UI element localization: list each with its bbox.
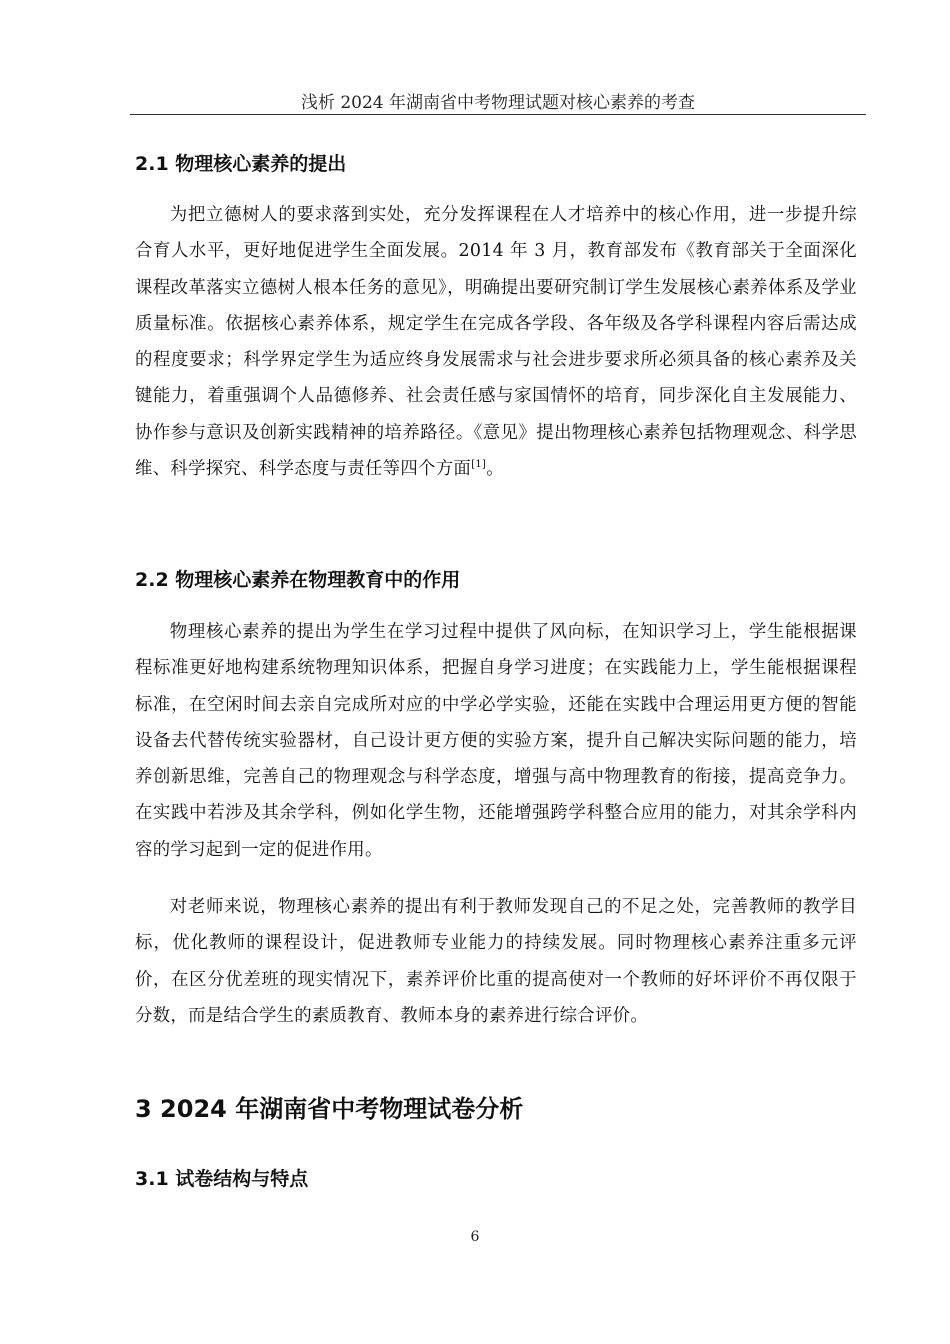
page-number: 6 — [470, 1229, 480, 1245]
section-heading-3-1: 3.1 试卷结构与特点 — [135, 1168, 309, 1190]
chapter-heading-3: 3 2024 年湖南省中考物理试卷分析 — [135, 1095, 524, 1123]
paragraph-2-2-1: 物理核心素养的提出为学生在学习过程中提供了风向标，在知识学习上，学生能根据课程标准更好地构建系统物理知识体系，把握自身学习进度；在实践能力上，学生能根据课程标准，在空闲时间去亲自完成所对应的中学必学实验，还能在实践中合理运用更方便的智能设备去代替传统实验器材，自己设计更方便的实验方案，提升自己解决实际问题的能力，培养创新思维，完善自己的物理观念与科学态度，增强与高中物理教育的衔接，提高竞争力。在实践中若涉及其余学科，例如化学生物，还能增强跨学科整合应用的能力，对其余学科内容的学习起到一定的促进作用。 — [135, 622, 857, 860]
citation-ref: [1] — [471, 459, 487, 471]
paragraph-2-2-2: 对老师来说，物理核心素养的提出有利于教师发现自己的不足之处，完善教师的教学目标，优化教师的课程设计，促进教师专业能力的持续发展。同时物理核心素养注重多元评价，在区分优差班的现实情况下，素养评价比重的提高使对一个教师的好坏评价不再仅限于分数，而是结合学生的素质教育、教师本身的素养进行综合评价。 — [135, 897, 857, 1026]
section-heading-2-2: 2.2 物理核心素养在物理教育中的作用 — [135, 569, 461, 591]
paragraph-end: 。 — [486, 459, 504, 480]
header-rule — [130, 114, 866, 115]
running-header: 浅析 2024 年湖南省中考物理试题对核心素养的考查 — [300, 93, 696, 113]
paragraph-2-1-1 — [135, 197, 857, 487]
paragraph-text: 为把立德树人的要求落到实处，充分发挥课程在人才培养中的核心作用，进一步提升综合育人水平，更好地促进学生全面发展。2014 年 3 月，教育部发布《教育部关于全面深化课程改革落实立德树人根本任务的意见》，明确提出要研究制订学生发展核心素养体系及学业质量标准。依据核心素养体系，规定学生在完成各学段、各年级及各学科课程内容后需达成的程度要求；科学界定学生为适应终身发展需求与社会进步要求所必须具备的核心素养及关键能力，着重强调个人品德修养、社会责任感与家国情怀的培育，同步深化自主发展能力、协作参与意识及创新实践精神的培养路径。《意见》提出物理核心素养包括物理观念、科学思维、科学探究、科学态度与责任等四个方面 — [135, 205, 857, 480]
section-heading-2-1: 2.1 物理核心素养的提出 — [135, 153, 347, 175]
